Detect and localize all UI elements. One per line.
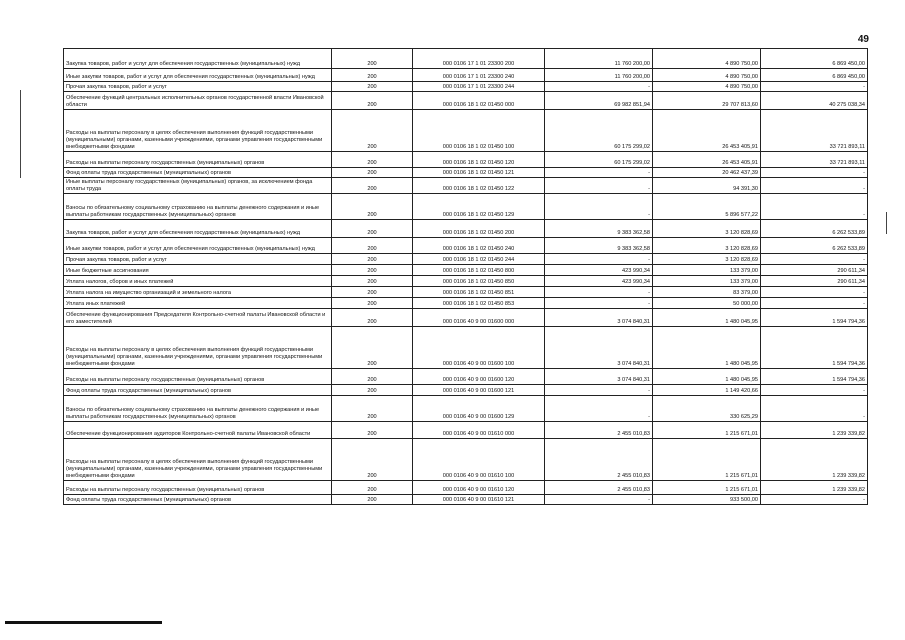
row-approved-cell: - xyxy=(545,178,653,194)
scan-mark-left xyxy=(20,90,21,178)
row-approved-cell: 2 455 010,83 xyxy=(545,481,653,495)
row-approved-cell: 3 074 840,31 xyxy=(545,327,653,369)
row-name-cell: Расходы на выплаты персоналу в целях обеспечения выполнения функций государственными (муниципальными) органами, казенными учреждениями, органами управления государственными внебюджетными фондами xyxy=(64,327,332,369)
budget-execution-table xyxy=(63,48,868,505)
row-unexecuted-cell: 1 594 794,36 xyxy=(761,327,868,369)
row-executed-cell: 26 453 405,91 xyxy=(653,152,761,168)
row-executed-cell: 4 890 750,00 xyxy=(653,82,761,92)
row-executed-cell: 1 480 045,95 xyxy=(653,327,761,369)
row-executed-cell: 4 890 750,00 xyxy=(653,69,761,82)
row-approved-cell: - xyxy=(545,254,653,265)
row-unexecuted-cell: 1 239 339,82 xyxy=(761,439,868,481)
row-unexecuted-cell: 290 611,34 xyxy=(761,265,868,276)
row-approved-cell: 2 455 010,83 xyxy=(545,422,653,439)
row-unexecuted-cell: - xyxy=(761,178,868,194)
table-row xyxy=(64,298,868,309)
table-body xyxy=(64,49,868,505)
row-unexecuted-cell: 6 262 533,89 xyxy=(761,238,868,254)
row-executed-cell: 133 379,00 xyxy=(653,265,761,276)
row-kbk-cell: 000 0106 18 1 02 01450 000 xyxy=(413,92,545,110)
row-approved-cell: - xyxy=(545,385,653,396)
row-kbk-cell: 000 0106 18 1 02 01450 129 xyxy=(413,194,545,220)
row-code-cell: 200 xyxy=(332,220,413,238)
row-code-cell: 200 xyxy=(332,194,413,220)
row-code-cell: 200 xyxy=(332,422,413,439)
row-name-cell: Иные закупки товаров, работ и услуг для обеспечения государственных (муниципальных) нужд xyxy=(64,69,332,82)
row-unexecuted-cell: 1 594 794,36 xyxy=(761,369,868,385)
table-row xyxy=(64,276,868,287)
row-code-cell: 200 xyxy=(332,439,413,481)
row-approved-cell: 69 982 851,94 xyxy=(545,92,653,110)
row-name-cell: Фонд оплаты труда государственных (муниципальных) органов xyxy=(64,495,332,505)
row-unexecuted-cell: - xyxy=(761,298,868,309)
row-kbk-cell: 000 0106 17 1 01 23300 200 xyxy=(413,49,545,69)
row-executed-cell: 1 215 671,01 xyxy=(653,481,761,495)
table-row xyxy=(64,422,868,439)
row-kbk-cell: 000 0106 40 9 00 01600 000 xyxy=(413,309,545,327)
row-code-cell: 200 xyxy=(332,369,413,385)
row-kbk-cell: 000 0106 40 9 00 01610 120 xyxy=(413,481,545,495)
row-kbk-cell: 000 0106 18 1 02 01450 853 xyxy=(413,298,545,309)
table-row xyxy=(64,385,868,396)
row-executed-cell: 1 480 045,95 xyxy=(653,309,761,327)
row-unexecuted-cell: - xyxy=(761,194,868,220)
row-code-cell: 200 xyxy=(332,309,413,327)
table-row xyxy=(64,152,868,168)
table-row xyxy=(64,92,868,110)
row-kbk-cell: 000 0106 18 1 02 01450 851 xyxy=(413,287,545,298)
row-name-cell: Уплата налогов, сборов и иных платежей xyxy=(64,276,332,287)
row-code-cell: 200 xyxy=(332,396,413,422)
row-name-cell: Уплата налога на имущество организаций и земельного налога xyxy=(64,287,332,298)
row-name-cell: Обеспечение функционирования Председателя Контрольно-счетной палаты Ивановской области и его заместителей xyxy=(64,309,332,327)
row-unexecuted-cell: - xyxy=(761,396,868,422)
row-code-cell: 200 xyxy=(332,152,413,168)
row-name-cell: Обеспечение функционирования аудиторов Контрольно-счетной палаты Ивановской области xyxy=(64,422,332,439)
row-executed-cell: 50 000,00 xyxy=(653,298,761,309)
row-unexecuted-cell: 1 239 339,82 xyxy=(761,481,868,495)
row-kbk-cell: 000 0106 18 1 02 01450 120 xyxy=(413,152,545,168)
row-code-cell: 200 xyxy=(332,287,413,298)
row-kbk-cell: 000 0106 18 1 02 01450 200 xyxy=(413,220,545,238)
row-kbk-cell: 000 0106 40 9 00 01610 100 xyxy=(413,439,545,481)
row-kbk-cell: 000 0106 18 1 02 01450 122 xyxy=(413,178,545,194)
row-unexecuted-cell: 6 869 450,00 xyxy=(761,49,868,69)
row-name-cell: Закупка товаров, работ и услуг для обеспечения государственных (муниципальных) нужд xyxy=(64,220,332,238)
row-code-cell: 200 xyxy=(332,254,413,265)
row-executed-cell: 133 379,00 xyxy=(653,276,761,287)
row-executed-cell: 83 379,00 xyxy=(653,287,761,298)
row-unexecuted-cell: 1 239 339,82 xyxy=(761,422,868,439)
row-executed-cell: 1 215 671,01 xyxy=(653,422,761,439)
row-code-cell: 200 xyxy=(332,495,413,505)
row-code-cell: 200 xyxy=(332,265,413,276)
row-kbk-cell: 000 0106 18 1 02 01450 800 xyxy=(413,265,545,276)
row-executed-cell: 29 707 813,60 xyxy=(653,92,761,110)
scan-mark-right xyxy=(886,212,887,234)
table-row xyxy=(64,110,868,152)
row-executed-cell: 20 462 437,39 xyxy=(653,168,761,178)
row-name-cell: Закупка товаров, работ и услуг для обеспечения государственных (муниципальных) нужд xyxy=(64,49,332,69)
row-code-cell: 200 xyxy=(332,276,413,287)
row-approved-cell: - xyxy=(545,194,653,220)
table-row xyxy=(64,327,868,369)
row-approved-cell: 11 760 200,00 xyxy=(545,69,653,82)
table-row xyxy=(64,220,868,238)
table-row xyxy=(64,495,868,505)
row-unexecuted-cell: 1 594 794,36 xyxy=(761,309,868,327)
row-executed-cell: 4 890 750,00 xyxy=(653,49,761,69)
row-kbk-cell: 000 0106 18 1 02 01450 100 xyxy=(413,110,545,152)
row-code-cell: 200 xyxy=(332,49,413,69)
row-approved-cell: - xyxy=(545,287,653,298)
table-row xyxy=(64,49,868,69)
row-executed-cell: 1 480 045,95 xyxy=(653,369,761,385)
row-code-cell: 200 xyxy=(332,327,413,369)
table-row xyxy=(64,69,868,82)
row-approved-cell: 423 990,34 xyxy=(545,265,653,276)
row-executed-cell: 3 120 828,69 xyxy=(653,254,761,265)
row-name-cell: Взносы по обязательному социальному страхованию на выплаты денежного содержания и иные выплаты работникам государственных (муниципальных) органов xyxy=(64,194,332,220)
row-approved-cell: 60 175 299,02 xyxy=(545,110,653,152)
row-code-cell: 200 xyxy=(332,481,413,495)
row-executed-cell: 3 120 828,69 xyxy=(653,220,761,238)
row-name-cell: Взносы по обязательному социальному страхованию на выплаты денежного содержания и иные выплаты работникам государственных (муниципальных) органов xyxy=(64,396,332,422)
table-row xyxy=(64,287,868,298)
page-number: 49 xyxy=(857,34,869,45)
row-approved-cell: - xyxy=(545,168,653,178)
footer-rule xyxy=(5,621,162,624)
row-unexecuted-cell: - xyxy=(761,168,868,178)
row-kbk-cell: 000 0106 18 1 02 01450 121 xyxy=(413,168,545,178)
row-name-cell: Расходы на выплаты персоналу государственных (муниципальных) органов xyxy=(64,481,332,495)
row-approved-cell: - xyxy=(545,495,653,505)
row-unexecuted-cell: 33 721 893,11 xyxy=(761,110,868,152)
row-executed-cell: 933 500,00 xyxy=(653,495,761,505)
row-code-cell: 200 xyxy=(332,92,413,110)
row-unexecuted-cell: - xyxy=(761,495,868,505)
row-name-cell: Обеспечение функций центральных исполнительных органов государственной власти Ивановской области xyxy=(64,92,332,110)
row-kbk-cell: 000 0106 18 1 02 01450 850 xyxy=(413,276,545,287)
row-code-cell: 200 xyxy=(332,110,413,152)
row-approved-cell: 423 990,34 xyxy=(545,276,653,287)
row-unexecuted-cell: 6 262 533,89 xyxy=(761,220,868,238)
row-code-cell: 200 xyxy=(332,238,413,254)
row-approved-cell: 3 074 840,31 xyxy=(545,369,653,385)
table-row xyxy=(64,309,868,327)
row-name-cell: Расходы на выплаты персоналу в целях обеспечения выполнения функций государственными (муниципальными) органами, казенными учреждениями, органами управления государственными внебюджетными фондами xyxy=(64,439,332,481)
row-executed-cell: 94 391,30 xyxy=(653,178,761,194)
table-row xyxy=(64,194,868,220)
table-row xyxy=(64,396,868,422)
row-unexecuted-cell: - xyxy=(761,82,868,92)
row-name-cell: Прочая закупка товаров, работ и услуг xyxy=(64,254,332,265)
row-kbk-cell: 000 0106 17 1 01 23300 244 xyxy=(413,82,545,92)
row-unexecuted-cell: 33 721 893,11 xyxy=(761,152,868,168)
table-row xyxy=(64,238,868,254)
row-kbk-cell: 000 0106 40 9 00 01600 129 xyxy=(413,396,545,422)
row-unexecuted-cell: 6 869 450,00 xyxy=(761,69,868,82)
row-approved-cell: 9 383 362,58 xyxy=(545,238,653,254)
row-approved-cell: - xyxy=(545,396,653,422)
row-approved-cell: 2 455 010,83 xyxy=(545,439,653,481)
row-code-cell: 200 xyxy=(332,69,413,82)
row-approved-cell: 9 383 362,58 xyxy=(545,220,653,238)
row-code-cell: 200 xyxy=(332,178,413,194)
row-executed-cell: 5 896 577,22 xyxy=(653,194,761,220)
row-name-cell: Иные выплаты персоналу государственных (муниципальных) органов, за исключением фонда оплаты труда xyxy=(64,178,332,194)
row-executed-cell: 1 215 671,01 xyxy=(653,439,761,481)
row-name-cell: Расходы на выплаты персоналу государственных (муниципальных) органов xyxy=(64,152,332,168)
row-approved-cell: - xyxy=(545,298,653,309)
row-executed-cell: 26 453 405,91 xyxy=(653,110,761,152)
row-kbk-cell: 000 0106 18 1 02 01450 240 xyxy=(413,238,545,254)
row-name-cell: Прочая закупка товаров, работ и услуг xyxy=(64,82,332,92)
row-executed-cell: 3 120 828,69 xyxy=(653,238,761,254)
table-row xyxy=(64,481,868,495)
row-approved-cell: 3 074 840,31 xyxy=(545,309,653,327)
row-kbk-cell: 000 0106 40 9 00 01600 120 xyxy=(413,369,545,385)
row-code-cell: 200 xyxy=(332,168,413,178)
row-approved-cell: 11 760 200,00 xyxy=(545,49,653,69)
row-code-cell: 200 xyxy=(332,385,413,396)
row-kbk-cell: 000 0106 40 9 00 01600 121 xyxy=(413,385,545,396)
row-kbk-cell: 000 0106 18 1 02 01450 244 xyxy=(413,254,545,265)
table-row xyxy=(64,82,868,92)
row-name-cell: Расходы на выплаты персоналу в целях обеспечения выполнения функций государственными (муниципальными) органами, казенными учреждениями, органами управления государственными внебюджетными фондами xyxy=(64,110,332,152)
row-name-cell: Иные закупки товаров, работ и услуг для обеспечения государственных (муниципальных) нужд xyxy=(64,238,332,254)
row-unexecuted-cell: - xyxy=(761,385,868,396)
row-code-cell: 200 xyxy=(332,298,413,309)
row-kbk-cell: 000 0106 40 9 00 01610 000 xyxy=(413,422,545,439)
row-unexecuted-cell: - xyxy=(761,254,868,265)
row-kbk-cell: 000 0106 40 9 00 01600 100 xyxy=(413,327,545,369)
row-name-cell: Расходы на выплаты персоналу государственных (муниципальных) органов xyxy=(64,369,332,385)
table-row xyxy=(64,168,868,178)
row-name-cell: Уплата иных платежей xyxy=(64,298,332,309)
table-row xyxy=(64,178,868,194)
table-row xyxy=(64,254,868,265)
table-row xyxy=(64,439,868,481)
row-kbk-cell: 000 0106 40 9 00 01610 121 xyxy=(413,495,545,505)
row-name-cell: Иные бюджетные ассигнования xyxy=(64,265,332,276)
row-executed-cell: 330 625,29 xyxy=(653,396,761,422)
table-row xyxy=(64,265,868,276)
row-approved-cell: 60 175 299,02 xyxy=(545,152,653,168)
row-unexecuted-cell: 40 275 038,34 xyxy=(761,92,868,110)
row-executed-cell: 1 149 420,66 xyxy=(653,385,761,396)
row-name-cell: Фонд оплаты труда государственных (муниципальных) органов xyxy=(64,385,332,396)
row-approved-cell: - xyxy=(545,82,653,92)
row-name-cell: Фонд оплаты труда государственных (муниципальных) органов xyxy=(64,168,332,178)
row-code-cell: 200 xyxy=(332,82,413,92)
row-unexecuted-cell: 290 611,34 xyxy=(761,276,868,287)
row-kbk-cell: 000 0106 17 1 01 23300 240 xyxy=(413,69,545,82)
table-row xyxy=(64,369,868,385)
row-unexecuted-cell: - xyxy=(761,287,868,298)
